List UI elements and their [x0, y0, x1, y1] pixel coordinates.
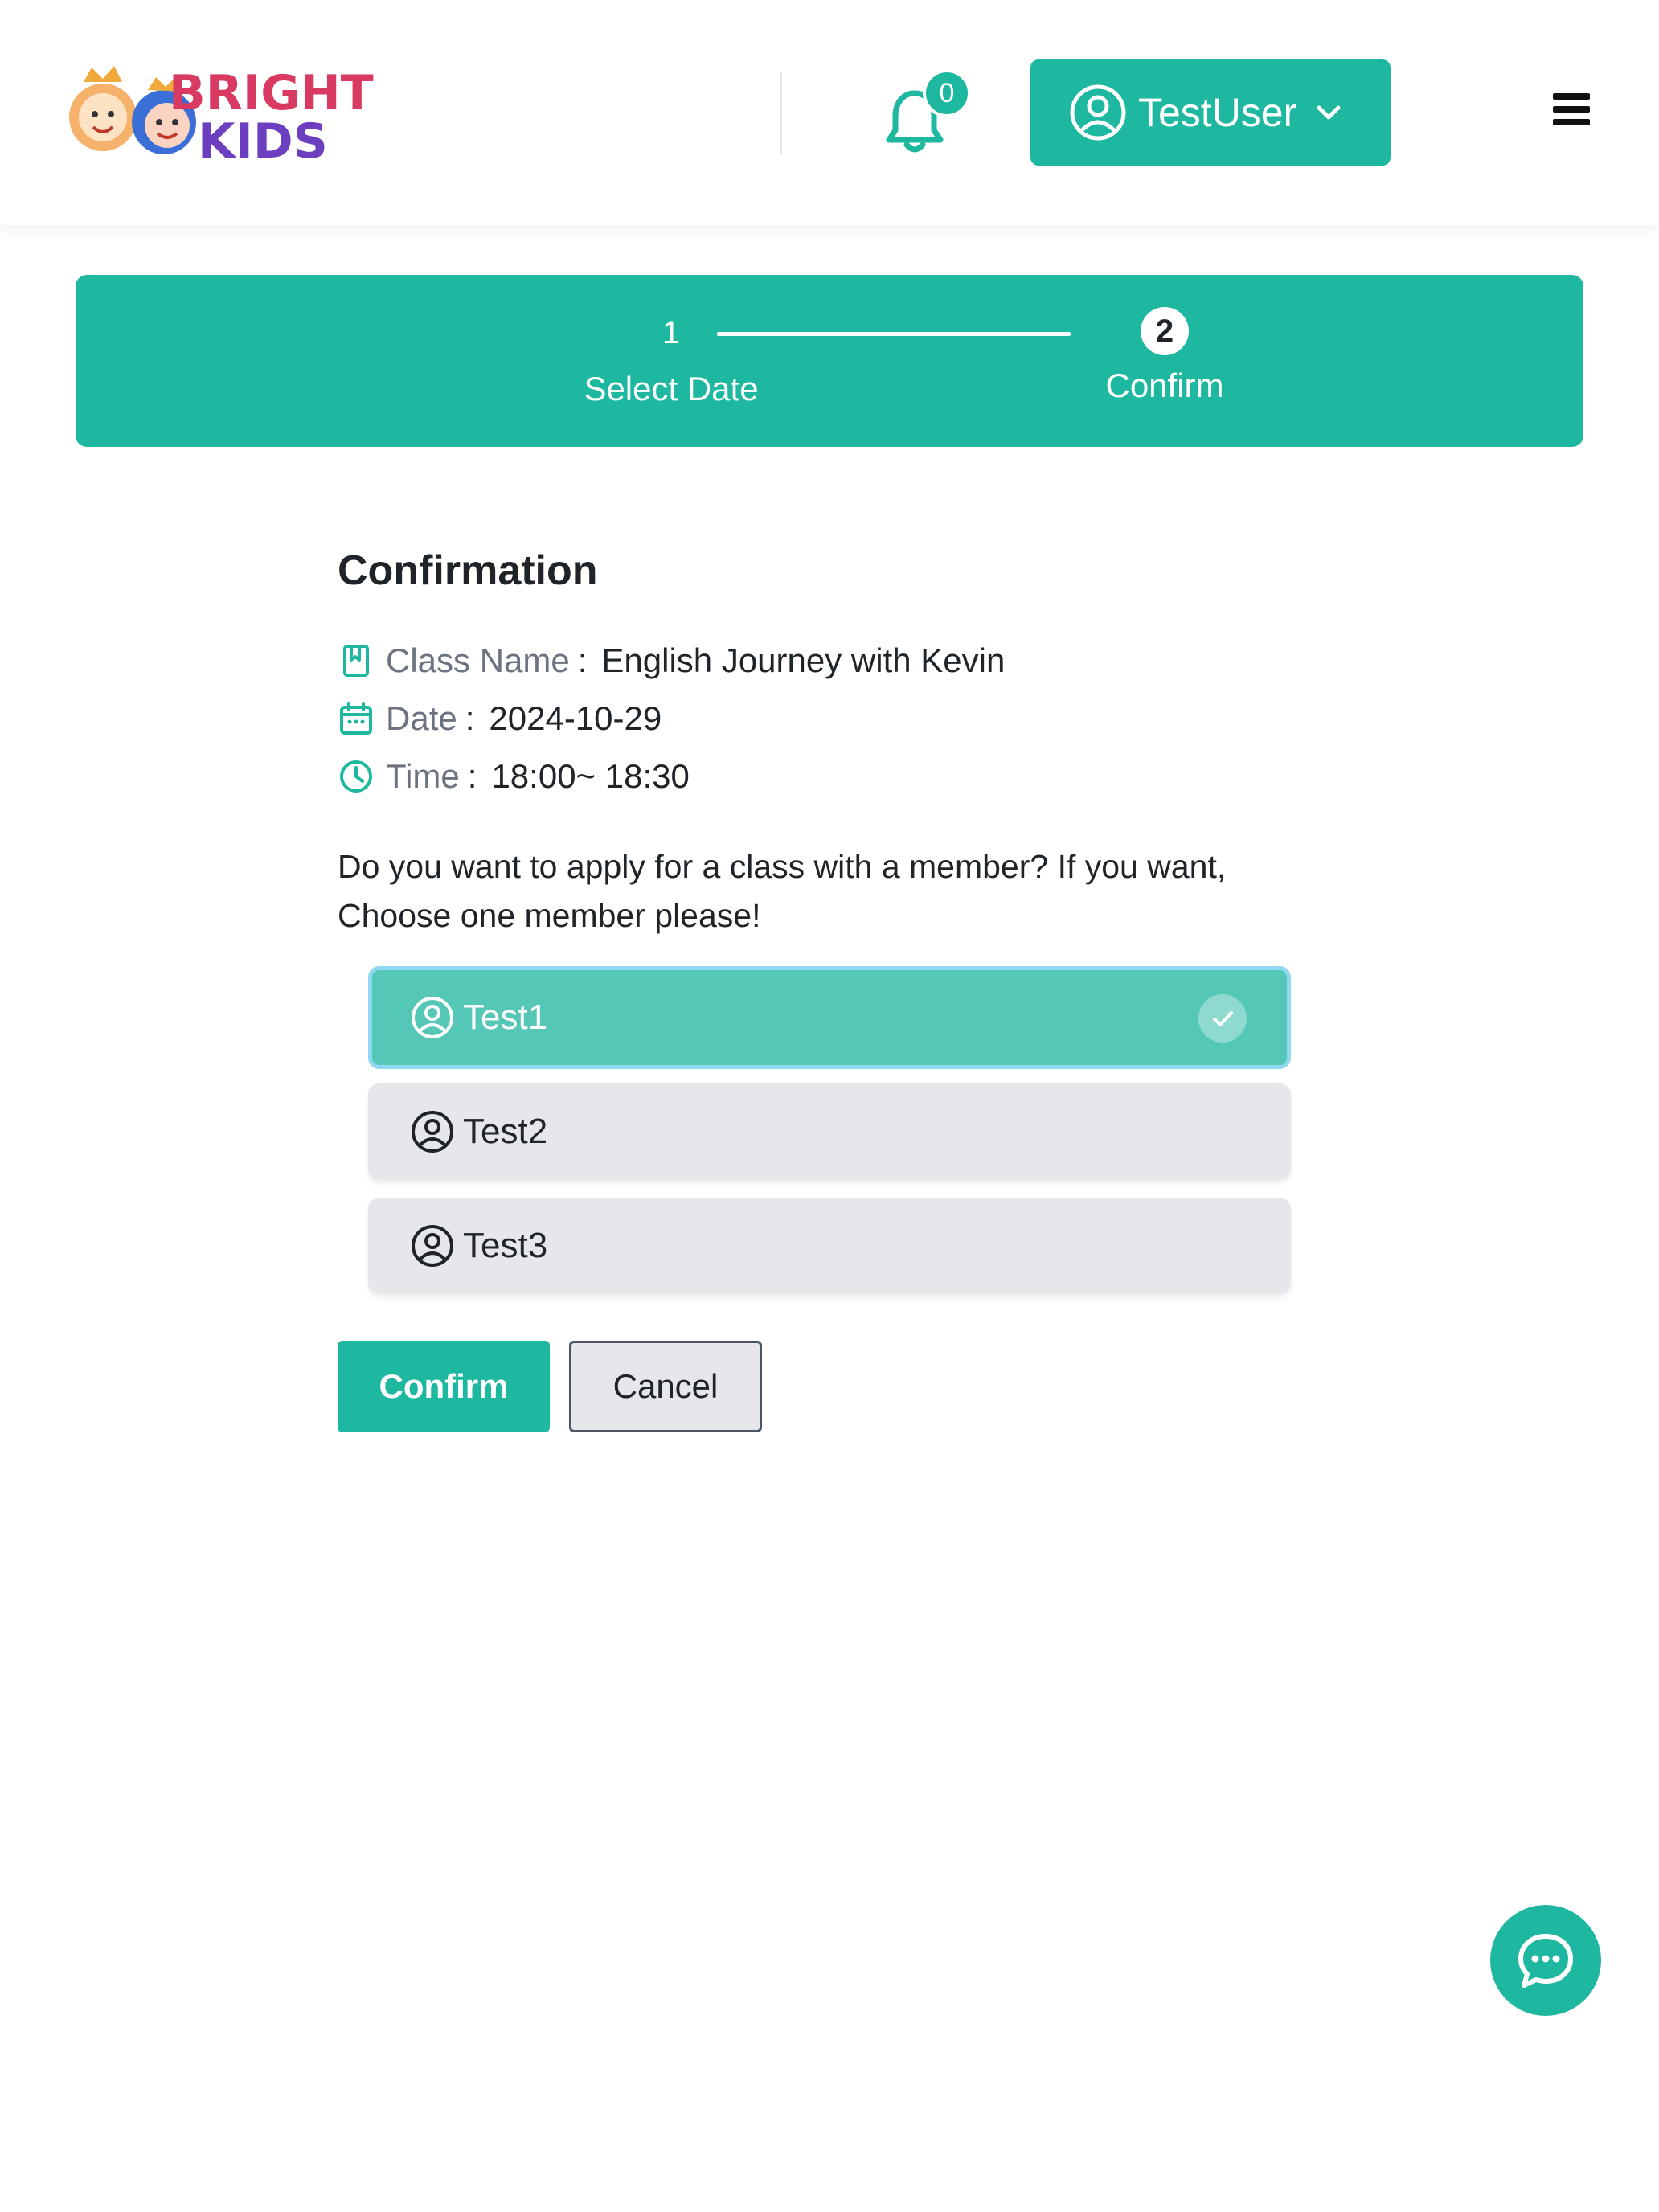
top-header — [0, 0, 1659, 225]
class-name-row — [338, 632, 1334, 690]
member-list — [368, 966, 1291, 1312]
member-option-test2[interactable] — [368, 1083, 1291, 1180]
page-title: Confirmation — [338, 547, 598, 594]
user-circle-icon — [410, 995, 455, 1040]
hamburger-menu-icon[interactable] — [1553, 93, 1590, 129]
separator: : — [465, 699, 475, 737]
date-row — [338, 690, 1334, 748]
separator: : — [577, 641, 588, 679]
member-name: Test1 — [463, 997, 548, 1037]
user-menu-button[interactable] — [1030, 59, 1391, 166]
user-circle-icon — [410, 1109, 455, 1154]
class-name-value: English Journey with Kevin — [601, 641, 1006, 679]
chat-button[interactable] — [1490, 1905, 1601, 2016]
step-confirm — [1048, 307, 1281, 405]
time-label: Time — [386, 757, 460, 795]
member-name: Test2 — [463, 1112, 548, 1151]
bright-kids-logo[interactable] — [68, 58, 376, 164]
calendar-icon — [338, 700, 375, 737]
clock-icon — [338, 758, 375, 795]
booking-stepper — [76, 275, 1583, 447]
member-question: Do you want to apply for a class with a member? If you want, Choose one member please! — [338, 848, 1227, 934]
header-divider — [780, 72, 782, 154]
check-icon — [1198, 994, 1247, 1043]
form-actions — [338, 1341, 762, 1432]
step-label: Confirm — [1105, 367, 1224, 404]
time-value: 18:00~ 18:30 — [491, 757, 690, 795]
time-row — [338, 748, 1334, 805]
chat-bubble-icon — [1514, 1928, 1578, 1993]
chevron-down-icon — [1313, 96, 1345, 129]
member-option-test1[interactable] — [368, 966, 1291, 1069]
member-name: Test3 — [463, 1226, 548, 1265]
confirm-button[interactable]: Confirm — [338, 1341, 550, 1432]
date-label: Date — [386, 699, 457, 737]
cancel-button[interactable]: Cancel — [569, 1341, 762, 1432]
class-name-label: Class Name — [386, 641, 570, 679]
user-circle-icon — [410, 1223, 455, 1268]
confirmation-panel — [338, 547, 1334, 973]
step-label: Select Date — [584, 370, 759, 408]
svg-text:BRIGHT: BRIGHT — [169, 65, 374, 121]
book-icon — [338, 642, 375, 679]
notification-count-badge: 0 — [923, 69, 971, 117]
step-number: 1 — [662, 315, 681, 350]
svg-text:KIDS: KIDS — [198, 113, 328, 164]
user-name: TestUser — [1138, 90, 1297, 135]
member-option-test3[interactable] — [368, 1198, 1291, 1294]
step-select-date — [555, 312, 788, 408]
user-circle-icon — [1069, 84, 1127, 141]
step-number-active: 2 — [1141, 307, 1189, 355]
date-value: 2024-10-29 — [489, 699, 662, 737]
separator: : — [467, 757, 477, 795]
